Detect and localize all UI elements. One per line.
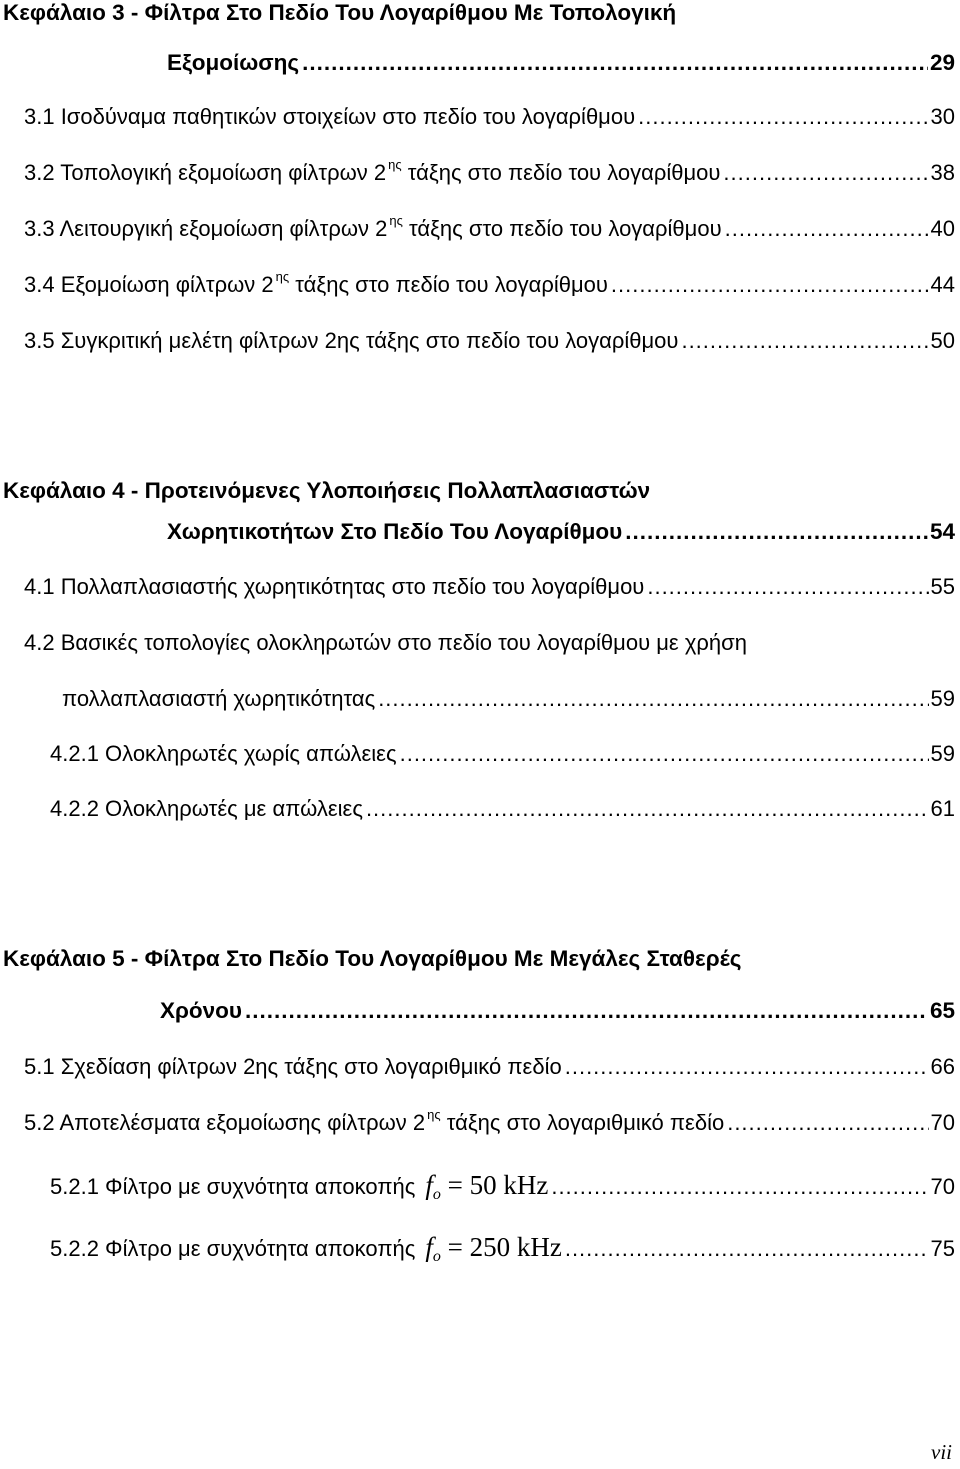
entry-title-cont: πολλαπλασιαστή χωρητικότητας	[62, 686, 376, 711]
dot-leader	[565, 1054, 929, 1080]
toc-entry-3-1[interactable]	[24, 104, 955, 144]
toc-entry-5-1[interactable]	[24, 1054, 955, 1094]
dot-leader	[727, 1110, 928, 1136]
page-number: 75	[930, 1236, 955, 1261]
page-number: 30	[930, 104, 955, 129]
page-number: 44	[930, 272, 955, 297]
cutoff-frequency-formula: $f_o = 250$ kHz	[425, 1232, 562, 1265]
dot-leader	[302, 50, 928, 76]
toc-entry-chapter-5[interactable]	[160, 998, 955, 1038]
entry-title: 4.2 Βασικές τοπολογίες ολοκληρωτών στο πεδίο του λογαρίθμου με χρήση	[24, 630, 747, 655]
footer-page-number: vii	[931, 1440, 952, 1464]
page-number: 38	[930, 160, 955, 185]
dot-leader	[681, 328, 928, 354]
cutoff-frequency-formula: $f_o = 50$ kHz	[425, 1170, 549, 1203]
dot-leader	[723, 160, 928, 186]
chapter-5-heading: Κεφάλαιο 5 - Φίλτρα Στο Πεδίο Του Λογαρίθμου Με Μεγάλες Σταθερές	[3, 946, 742, 971]
chapter-4-heading-cont: Χωρητικοτήτων Στο Πεδίο Του Λογαρίθμου	[167, 519, 623, 544]
chapter-3-heading: Κεφάλαιο 3 - Φίλτρα Στο Πεδίο Του Λογαρίθμου Με Τοπολογική	[3, 0, 677, 25]
dot-leader	[378, 686, 928, 712]
toc-entry-5-2-1[interactable]	[50, 1170, 955, 1210]
entry-title: 3.1 Ισοδύναμα παθητικών στοιχείων στο πεδίο του λογαρίθμου	[24, 104, 636, 129]
dot-leader	[366, 796, 929, 822]
page-number: 50	[930, 328, 955, 353]
page-number: 55	[930, 574, 955, 599]
entry-title: 5.2 Αποτελέσματα εξομοίωσης φίλτρων 2 $^{\eta\varsigma}$ τάξης στο λογαριθμικό πεδίο	[24, 1107, 725, 1135]
entry-title: 3.2 Τοπολογική εξομοίωση φίλτρων 2 $^{\eta\varsigma}$ τάξης στο πεδίο του λογαρίθμου	[24, 157, 721, 185]
page-number: 54	[929, 519, 955, 544]
page-number: 59	[930, 686, 955, 711]
toc-entry-4-1[interactable]	[24, 574, 955, 614]
toc-entry-3-4[interactable]	[24, 269, 955, 312]
entry-title: 4.1 Πολλαπλασιαστής χωρητικότητας στο πεδίο του λογαρίθμου	[24, 574, 645, 599]
toc-entry-4-2-1[interactable]	[50, 741, 955, 781]
page-number: 29	[929, 50, 955, 75]
toc-entry-5-2[interactable]	[24, 1107, 955, 1150]
dot-leader	[400, 741, 929, 767]
entry-title: 5.2.1 Φίλτρο με συχνότητα αποκοπής	[50, 1174, 416, 1199]
page-number: 66	[930, 1054, 955, 1079]
chapter-3-heading-cont: Εξομοίωσης	[167, 50, 300, 75]
entry-title: 4.2.2 Ολοκληρωτές με απώλειες	[50, 796, 363, 821]
toc-entry-4-2-line1[interactable]	[24, 630, 955, 670]
dot-leader	[611, 272, 929, 298]
dot-leader	[625, 519, 928, 545]
toc-entry-3-3[interactable]	[24, 213, 955, 256]
entry-title: 3.3 Λειτουργική εξομοίωση φίλτρων 2 $^{\eta\varsigma}$ τάξης στο πεδίο του λογαρίθμου	[24, 213, 722, 241]
toc-entry-chapter-3[interactable]	[167, 50, 955, 90]
toc-entry-4-2[interactable]	[62, 686, 955, 726]
chapter-5-heading-cont: Χρόνου	[160, 998, 243, 1023]
dot-leader	[551, 1174, 928, 1200]
entry-title: 3.5 Συγκριτική μελέτη φίλτρων 2ης τάξης στο πεδίο του λογαρίθμου	[24, 328, 679, 353]
toc-entry-4-2-2[interactable]	[50, 796, 955, 836]
page-number: 70	[930, 1174, 955, 1199]
dot-leader	[638, 104, 928, 130]
entry-title: 3.4 Εξομοίωση φίλτρων 2 $^{\eta\varsigma}$ τάξης στο πεδίο του λογαρίθμου	[24, 269, 608, 297]
toc-entry-5-2-2[interactable]	[50, 1232, 955, 1272]
page-number: 61	[930, 796, 955, 821]
dot-leader	[245, 998, 928, 1024]
entry-title: 4.2.1 Ολοκληρωτές χωρίς απώλειες	[50, 741, 397, 766]
page-number: 40	[930, 216, 955, 241]
page-number: 65	[929, 998, 955, 1023]
toc-entry-3-5[interactable]	[24, 328, 955, 368]
toc-entry-3-2[interactable]	[24, 157, 955, 200]
entry-title: 5.2.2 Φίλτρο με συχνότητα αποκοπής	[50, 1236, 416, 1261]
dot-leader	[565, 1236, 929, 1262]
page-number: 59	[930, 741, 955, 766]
chapter-4-heading: Κεφάλαιο 4 - Προτεινόμενες Υλοποιήσεις Πολλαπλασιαστών	[3, 478, 651, 503]
dot-leader	[647, 574, 928, 600]
dot-leader	[725, 216, 929, 242]
toc-entry-chapter-4[interactable]	[167, 519, 955, 559]
page-number: 70	[930, 1110, 955, 1135]
entry-title: 5.1 Σχεδίαση φίλτρων 2ης τάξης στο λογαριθμικό πεδίο	[24, 1054, 562, 1079]
